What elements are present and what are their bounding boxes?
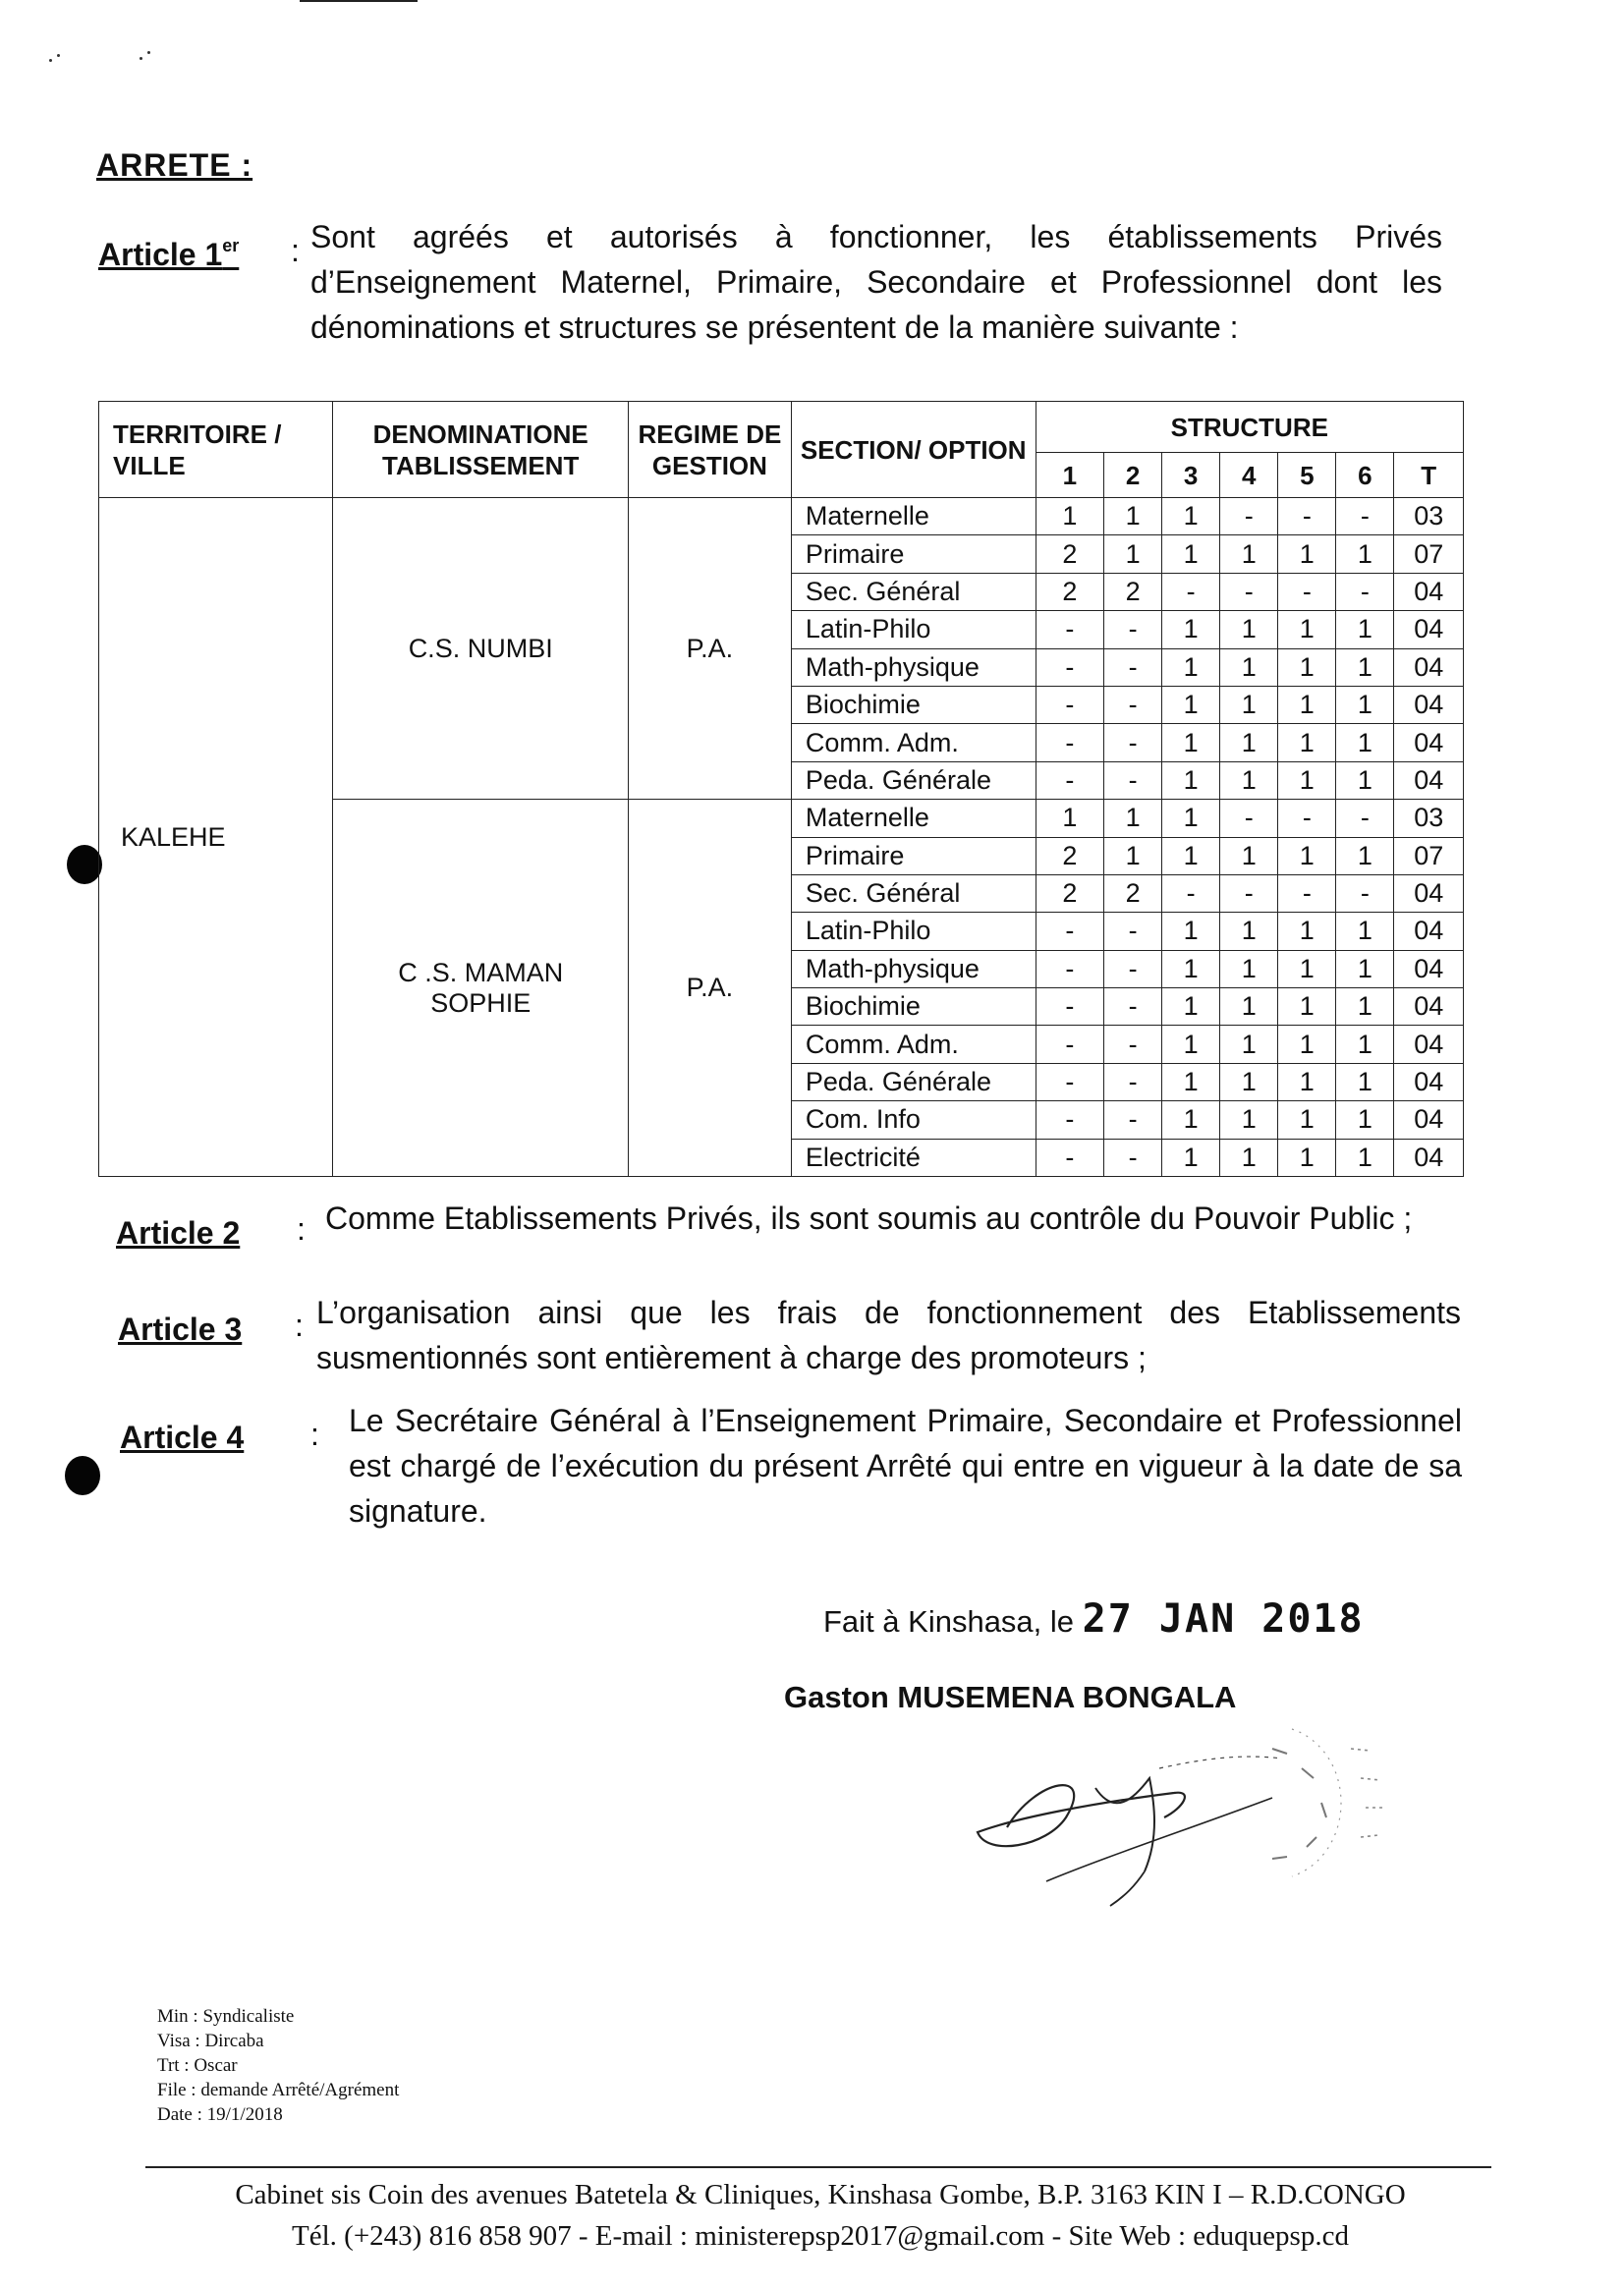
level-cell: 1 [1336, 535, 1394, 573]
total-cell: 04 [1394, 1063, 1464, 1100]
level-cell: - [1278, 573, 1336, 610]
total-cell: 04 [1394, 1026, 1464, 1063]
total-cell: 07 [1394, 535, 1464, 573]
level-cell: - [1104, 761, 1162, 799]
level-cell: - [1220, 498, 1278, 535]
total-cell: 04 [1394, 724, 1464, 761]
level-cell: 1 [1162, 498, 1220, 535]
level-cell: 1 [1336, 1101, 1394, 1139]
header-structure: STRUCTURE [1036, 402, 1463, 453]
header-level-3: 3 [1162, 453, 1220, 498]
date-stamp: 27 JAN 2018 [1082, 1596, 1365, 1642]
article-2-label: Article 2 [116, 1215, 241, 1251]
level-cell: - [1036, 761, 1103, 799]
level-cell: - [1104, 950, 1162, 987]
level-cell: 1 [1336, 648, 1394, 686]
level-cell: 1 [1220, 988, 1278, 1026]
level-cell: - [1336, 573, 1394, 610]
handwritten-signature [948, 1709, 1410, 1916]
header-territoire: TERRITOIRE / VILLE [99, 402, 333, 498]
level-cell: - [1104, 611, 1162, 648]
level-cell: 1 [1162, 913, 1220, 950]
regime-cell: P.A. [629, 800, 792, 1177]
level-cell: 1 [1220, 648, 1278, 686]
level-cell: - [1036, 648, 1103, 686]
level-cell: 2 [1036, 837, 1103, 874]
level-cell: 1 [1278, 1139, 1336, 1176]
level-cell: 1 [1220, 686, 1278, 723]
level-cell: - [1336, 874, 1394, 912]
level-cell: 1 [1162, 1101, 1220, 1139]
section-cell: Primaire [791, 535, 1036, 573]
level-cell: 1 [1278, 988, 1336, 1026]
section-cell: Electricité [791, 1139, 1036, 1176]
section-cell: Math-physique [791, 648, 1036, 686]
section-cell: Sec. Général [791, 874, 1036, 912]
level-cell: - [1036, 1139, 1103, 1176]
level-cell: - [1104, 988, 1162, 1026]
level-cell: - [1278, 874, 1336, 912]
level-cell: 1 [1278, 950, 1336, 987]
level-cell: 1 [1036, 800, 1103, 837]
level-cell: - [1036, 950, 1103, 987]
punch-hole [67, 845, 102, 884]
level-cell: - [1336, 498, 1394, 535]
level-cell: 1 [1220, 1101, 1278, 1139]
level-cell: 1 [1278, 913, 1336, 950]
level-cell: 1 [1278, 648, 1336, 686]
level-cell: - [1336, 800, 1394, 837]
structure-table-body [99, 498, 1464, 1177]
total-cell: 04 [1394, 950, 1464, 987]
level-cell: 2 [1036, 874, 1103, 912]
level-cell: - [1036, 611, 1103, 648]
level-cell: 1 [1104, 800, 1162, 837]
structure-table [98, 401, 1464, 1177]
level-cell: 1 [1036, 498, 1103, 535]
level-cell: - [1036, 1101, 1103, 1139]
level-cell: 1 [1220, 535, 1278, 573]
level-cell: 1 [1162, 761, 1220, 799]
level-cell: 2 [1104, 874, 1162, 912]
scan-speck [147, 51, 150, 54]
total-cell: 04 [1394, 761, 1464, 799]
header-regime: REGIME DE GESTION [629, 402, 792, 498]
total-cell: 03 [1394, 800, 1464, 837]
article-3-text: L’organisation ainsi que les frais de fonctionnement des Etablissements susmentionnés sont entièrement à charge des promoteurs ; [316, 1295, 1461, 1375]
level-cell: 1 [1336, 761, 1394, 799]
level-cell: - [1104, 648, 1162, 686]
level-cell: 1 [1162, 988, 1220, 1026]
level-cell: 1 [1162, 950, 1220, 987]
header-denomination: DENOMINATIONE TABLISSEMENT [333, 402, 629, 498]
punch-hole [65, 1456, 100, 1495]
level-cell: 1 [1162, 724, 1220, 761]
total-cell: 04 [1394, 573, 1464, 610]
level-cell: 1 [1162, 611, 1220, 648]
footer-contact: Tél. (+243) 816 858 907 - E-mail : ministerepsp2017@gmail.com - Site Web : eduquepsp.cd [292, 2220, 1349, 2252]
level-cell: 1 [1104, 535, 1162, 573]
section-cell: Latin-Philo [791, 611, 1036, 648]
level-cell: 1 [1278, 1101, 1336, 1139]
level-cell: - [1104, 1026, 1162, 1063]
scan-mark-line [300, 0, 418, 2]
total-cell: 04 [1394, 611, 1464, 648]
level-cell: - [1104, 1101, 1162, 1139]
level-cell: - [1220, 800, 1278, 837]
level-cell: 1 [1278, 761, 1336, 799]
level-cell: - [1220, 874, 1278, 912]
section-cell: Primaire [791, 837, 1036, 874]
header-level-5: 5 [1278, 453, 1336, 498]
article-2-text: Comme Etablissements Privés, ils sont soumis au contrôle du Pouvoir Public ; [325, 1201, 1413, 1236]
section-cell: Biochimie [791, 686, 1036, 723]
table-row [99, 498, 1464, 535]
total-cell: 04 [1394, 874, 1464, 912]
level-cell: - [1104, 724, 1162, 761]
level-cell: - [1278, 498, 1336, 535]
section-cell: Biochimie [791, 988, 1036, 1026]
level-cell: - [1036, 988, 1103, 1026]
article-1-text: Sont agréés et autorisés à fonctionner, les établissements Privés d’Enseignement Maternel, Primaire, Secondaire et Professionnel dont les dénominations et structures se présentent de la manière suivante : [310, 219, 1442, 345]
level-cell: - [1104, 686, 1162, 723]
level-cell: 1 [1220, 913, 1278, 950]
article-1-label: Article 1er [98, 236, 240, 272]
section-cell: Sec. Général [791, 573, 1036, 610]
level-cell: 1 [1336, 1063, 1394, 1100]
level-cell: 1 [1220, 837, 1278, 874]
section-cell: Math-physique [791, 950, 1036, 987]
article-2-colon: : [297, 1211, 306, 1247]
level-cell: 1 [1278, 535, 1336, 573]
level-cell: 1 [1104, 837, 1162, 874]
level-cell: 1 [1278, 611, 1336, 648]
level-cell: 1 [1162, 837, 1220, 874]
level-cell: 1 [1336, 1139, 1394, 1176]
level-cell: - [1104, 1139, 1162, 1176]
section-cell: Comm. Adm. [791, 1026, 1036, 1063]
territoire-cell: KALEHE [99, 498, 333, 1177]
scan-speck [140, 57, 142, 60]
level-cell: 1 [1336, 913, 1394, 950]
level-cell: 1 [1278, 1063, 1336, 1100]
level-cell: 1 [1336, 988, 1394, 1026]
place-text: Fait à Kinshasa, le [823, 1604, 1075, 1639]
section-cell: Comm. Adm. [791, 724, 1036, 761]
ref-visa: Visa : Dircaba [157, 2031, 264, 2051]
level-cell: - [1104, 913, 1162, 950]
level-cell: 1 [1162, 1139, 1220, 1176]
article-3-label: Article 3 [118, 1312, 243, 1347]
ref-date: Date : 19/1/2018 [157, 2104, 283, 2125]
arrete-heading: ARRETE : [96, 147, 253, 183]
level-cell: 1 [1336, 686, 1394, 723]
header-section: SECTION/ OPTION [791, 402, 1036, 498]
total-cell: 04 [1394, 913, 1464, 950]
level-cell: - [1036, 913, 1103, 950]
article-4-text: Le Secrétaire Général à l’Enseignement Primaire, Secondaire et Professionnel est chargé de l’exécution du présent Arrêté qui entre en vigueur à la date de sa signature. [349, 1403, 1462, 1529]
level-cell: 1 [1336, 950, 1394, 987]
level-cell: 1 [1220, 724, 1278, 761]
level-cell: - [1036, 724, 1103, 761]
header-level-2: 2 [1104, 453, 1162, 498]
article-3-colon: : [295, 1308, 304, 1343]
level-cell: 1 [1162, 1063, 1220, 1100]
level-cell: 1 [1162, 1026, 1220, 1063]
total-cell: 04 [1394, 1101, 1464, 1139]
total-cell: 07 [1394, 837, 1464, 874]
total-cell: 04 [1394, 988, 1464, 1026]
level-cell: 1 [1104, 498, 1162, 535]
level-cell: 1 [1336, 611, 1394, 648]
header-level-1: 1 [1036, 453, 1103, 498]
level-cell: 1 [1278, 837, 1336, 874]
article-1-colon: : [291, 233, 300, 268]
footer-rule [145, 2166, 1491, 2168]
header-level-6: 6 [1336, 453, 1394, 498]
level-cell: - [1278, 800, 1336, 837]
level-cell: - [1036, 1063, 1103, 1100]
level-cell: 2 [1036, 535, 1103, 573]
section-cell: Maternelle [791, 498, 1036, 535]
school-name-cell: C.S. NUMBI [333, 498, 629, 800]
level-cell: 1 [1220, 761, 1278, 799]
total-cell: 04 [1394, 686, 1464, 723]
ref-trt: Trt : Oscar [157, 2055, 238, 2076]
total-cell: 03 [1394, 498, 1464, 535]
reference-block [157, 2004, 399, 2127]
level-cell: 2 [1036, 573, 1103, 610]
level-cell: 1 [1220, 950, 1278, 987]
total-cell: 04 [1394, 648, 1464, 686]
header-level-total: T [1394, 453, 1464, 498]
level-cell: 1 [1278, 724, 1336, 761]
level-cell: 1 [1162, 800, 1220, 837]
level-cell: 1 [1220, 611, 1278, 648]
level-cell: 1 [1220, 1063, 1278, 1100]
section-cell: Com. Info [791, 1101, 1036, 1139]
level-cell: - [1104, 1063, 1162, 1100]
section-cell: Peda. Générale [791, 761, 1036, 799]
level-cell: 1 [1162, 648, 1220, 686]
level-cell: 1 [1220, 1139, 1278, 1176]
level-cell: - [1220, 573, 1278, 610]
total-cell: 04 [1394, 1139, 1464, 1176]
section-cell: Maternelle [791, 800, 1036, 837]
level-cell: 1 [1336, 724, 1394, 761]
level-cell: - [1162, 573, 1220, 610]
regime-cell: P.A. [629, 498, 792, 800]
section-cell: Peda. Générale [791, 1063, 1036, 1100]
scan-speck [57, 54, 60, 57]
scan-speck [49, 59, 52, 62]
level-cell: 1 [1220, 1026, 1278, 1063]
article-4-label: Article 4 [120, 1420, 245, 1455]
level-cell: 1 [1162, 686, 1220, 723]
footer-address: Cabinet sis Coin des avenues Batetela & Cliniques, Kinshasa Gombe, B.P. 3163 KIN I – R.D.CONGO [235, 2179, 1406, 2210]
level-cell: - [1036, 1026, 1103, 1063]
level-cell: 1 [1162, 535, 1220, 573]
level-cell: 1 [1336, 837, 1394, 874]
level-cell: - [1036, 686, 1103, 723]
level-cell: - [1162, 874, 1220, 912]
header-level-4: 4 [1220, 453, 1278, 498]
level-cell: 1 [1336, 1026, 1394, 1063]
place-date-line [823, 1596, 1365, 1642]
section-cell: Latin-Philo [791, 913, 1036, 950]
school-name-cell: C .S. MAMAN SOPHIE [333, 800, 629, 1177]
level-cell: 1 [1278, 686, 1336, 723]
signer-name: Gaston MUSEMENA BONGALA [784, 1680, 1237, 1714]
ref-file: File : demande Arrêté/Agrément [157, 2080, 400, 2100]
article-4-colon: : [310, 1417, 319, 1452]
level-cell: 2 [1104, 573, 1162, 610]
ref-min: Min : Syndicaliste [157, 2006, 295, 2027]
level-cell: 1 [1278, 1026, 1336, 1063]
